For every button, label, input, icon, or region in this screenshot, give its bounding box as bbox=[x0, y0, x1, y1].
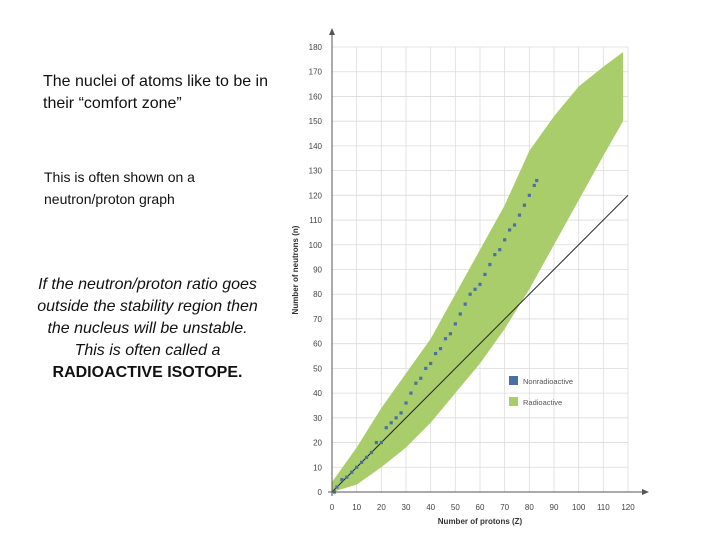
x-tick-labels bbox=[330, 503, 635, 512]
radioactive-region bbox=[332, 52, 623, 492]
nonradioactive-point bbox=[360, 461, 363, 464]
nonradioactive-point bbox=[464, 303, 467, 306]
y-axis-arrow bbox=[329, 28, 335, 35]
y-tick-label: 160 bbox=[308, 92, 322, 102]
y-tick-label: 50 bbox=[313, 364, 322, 374]
radioactive-isotope-emphasis: RADIOACTIVE ISOTOPE. bbox=[52, 364, 243, 381]
x-tick-label: 40 bbox=[426, 503, 436, 512]
nonradioactive-point bbox=[424, 367, 427, 370]
nonradioactive-point bbox=[444, 337, 447, 340]
x-tick-label: 90 bbox=[549, 503, 559, 512]
x-tick-label: 30 bbox=[401, 503, 411, 512]
nonradioactive-point bbox=[414, 382, 417, 385]
nonradioactive-point bbox=[340, 478, 343, 481]
y-tick-label: 80 bbox=[313, 290, 322, 300]
nonradioactive-point bbox=[375, 441, 378, 444]
intro-text: The nuclei of atoms like to be in their “comfort zone” bbox=[43, 73, 269, 112]
nonradioactive-point bbox=[390, 421, 393, 424]
y-tick-label: 90 bbox=[313, 265, 322, 275]
nonradioactive-point bbox=[508, 228, 511, 231]
y-tick-label: 40 bbox=[313, 389, 322, 399]
y-tick-labels bbox=[309, 43, 323, 497]
nonradioactive-point bbox=[409, 392, 412, 395]
nonradioactive-point bbox=[395, 416, 398, 419]
y-tick-label: 0 bbox=[317, 488, 322, 497]
nonradioactive-point bbox=[399, 411, 402, 414]
y-tick-label: 140 bbox=[308, 141, 322, 151]
nonradioactive-point bbox=[478, 283, 481, 286]
nonradioactive-point bbox=[469, 293, 472, 296]
nonradioactive-point bbox=[385, 426, 388, 429]
y-tick-label: 120 bbox=[308, 191, 322, 201]
y-tick-label: 180 bbox=[308, 43, 322, 52]
nonradioactive-point bbox=[429, 362, 432, 365]
y-axis-label: Number of neutrons (n) bbox=[291, 225, 300, 315]
x-tick-label: 10 bbox=[352, 503, 362, 512]
nonradioactive-point bbox=[454, 322, 457, 325]
x-tick-label: 60 bbox=[475, 503, 485, 512]
nonradioactive-point bbox=[503, 238, 506, 241]
y-tick-label: 100 bbox=[308, 240, 322, 250]
y-tick-label: 60 bbox=[313, 339, 322, 349]
nonradioactive-point bbox=[459, 312, 462, 315]
explanation-body: If the neutron/proton ratio goes outside the stability region then the nucleus will be unstable. This is often called a bbox=[37, 276, 258, 359]
nonradioactive-point bbox=[528, 194, 531, 197]
nonradioactive-point bbox=[370, 451, 373, 454]
x-tick-label: 120 bbox=[621, 503, 635, 512]
nonradioactive-point bbox=[493, 253, 496, 256]
y-tick-label: 150 bbox=[308, 117, 322, 127]
nonradioactive-point bbox=[355, 466, 358, 469]
x-axis-arrow bbox=[642, 489, 649, 495]
y-tick-label: 70 bbox=[313, 314, 322, 324]
nonradioactive-point bbox=[365, 456, 368, 459]
nonradioactive-point bbox=[449, 332, 452, 335]
y-tick-label: 130 bbox=[308, 166, 322, 176]
x-axis-label: Number of protons (Z) bbox=[437, 517, 523, 526]
nonradioactive-point bbox=[483, 273, 486, 276]
x-tick-label: 50 bbox=[450, 503, 460, 512]
x-tick-label: 20 bbox=[376, 503, 386, 512]
graph-note-text: This is often shown on a neutron/proton graph bbox=[44, 169, 195, 207]
x-tick-label: 70 bbox=[500, 503, 510, 512]
x-tick-label: 80 bbox=[524, 503, 534, 512]
nonradioactive-point bbox=[419, 377, 422, 380]
y-tick-label: 20 bbox=[313, 438, 322, 448]
nonradioactive-point bbox=[513, 223, 516, 226]
nonradioactive-point bbox=[439, 347, 442, 350]
legend-label: Nonradioactive bbox=[523, 377, 574, 386]
nonradioactive-point bbox=[518, 214, 521, 217]
nonradioactive-point bbox=[350, 471, 353, 474]
nonradioactive-point bbox=[404, 401, 407, 404]
nonradioactive-point bbox=[488, 263, 491, 266]
x-tick-label: 100 bbox=[571, 503, 586, 512]
nonradioactive-point bbox=[345, 476, 348, 479]
x-tick-label: 0 bbox=[329, 503, 335, 512]
chart-legend bbox=[509, 376, 573, 407]
nonradioactive-point bbox=[335, 485, 338, 488]
nonradioactive-point bbox=[523, 204, 526, 207]
nonradioactive-point bbox=[535, 179, 538, 182]
x-tick-label: 110 bbox=[596, 503, 610, 512]
nonradioactive-point bbox=[434, 352, 437, 355]
legend-label: Radioactive bbox=[523, 398, 563, 407]
nonradioactive-point bbox=[380, 441, 383, 444]
y-tick-label: 110 bbox=[309, 216, 322, 226]
radioactive-band bbox=[332, 52, 623, 492]
nonradioactive-point bbox=[498, 248, 501, 251]
legend-swatch bbox=[509, 397, 518, 406]
y-tick-label: 30 bbox=[313, 413, 322, 423]
y-tick-label: 170 bbox=[308, 67, 322, 77]
legend-swatch bbox=[509, 376, 518, 385]
stability-chart bbox=[280, 20, 660, 530]
explanation-text bbox=[35, 274, 260, 384]
nonradioactive-point bbox=[533, 184, 536, 187]
y-tick-label: 10 bbox=[313, 463, 322, 473]
nonradioactive-point bbox=[473, 288, 476, 291]
